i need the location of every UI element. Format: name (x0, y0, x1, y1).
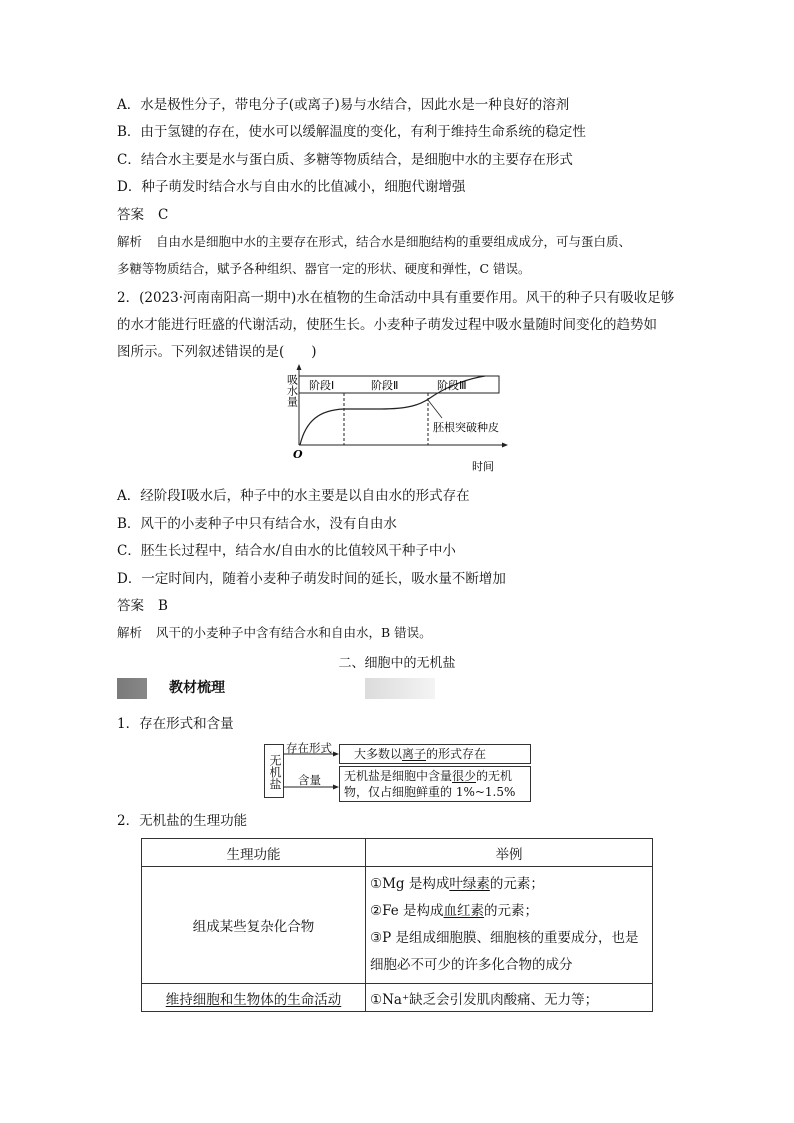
table-row (142, 984, 653, 1012)
stage2-label: 阶段Ⅱ (371, 379, 399, 392)
branch2-box: 无机盐是细胞中含量很少的无机 物，仅占细胞鲜重的 1%~1.5% (339, 766, 531, 802)
diagram-root-label: 无机盐 (268, 754, 282, 790)
row2-function: 维持细胞和生物体的生命活动 (142, 984, 366, 1012)
diagram-root-box (264, 744, 284, 798)
header-example: 举例 (366, 839, 653, 867)
section-bar (117, 678, 435, 699)
answer-label: 答案 (117, 598, 144, 614)
q1-option-c: C．结合水主要是水与蛋白质、多糖等物质结合，是细胞中水的主要存在形式 (117, 152, 573, 168)
answer-value: C (158, 207, 169, 223)
q2-analysis (117, 624, 432, 642)
q2-stem-line1: 2．(2023·河南南阳高一期中)水在植物的生命活动中具有重要作用。风干的种子只有吸收足够 (117, 290, 675, 306)
q2-option-d: D．一定时间内，随着小麦种子萌发时间的延长，吸水量不断增加 (117, 571, 506, 587)
table-row (142, 867, 653, 984)
q2-stem-line3: 图所示。下列叙述错误的是( ) (117, 344, 317, 360)
salt-function-table (141, 838, 653, 1012)
stage3-label: 阶段Ⅲ (437, 379, 467, 392)
analysis-text: 风干的小麦种子中含有结合水和自由水，B 错误。 (156, 625, 432, 640)
branch2-label: 含量 (298, 773, 321, 787)
item2-heading: 2．无机盐的生理功能 (117, 813, 248, 829)
q1-analysis-line2: 多糖等物质结合，赋予各种组织、器官一定的形状、硬度和弹性，C 错误。 (117, 261, 531, 276)
origin-label: O (293, 448, 303, 461)
q1-option-d: D．种子萌发时结合水与自由水的比值减小，细胞代谢增强 (117, 179, 466, 195)
key-term-chlorophyll: 叶绿素 (449, 876, 490, 892)
row1-function: 组成某些复杂化合物 (142, 867, 366, 984)
annotation-label: 胚根突破种皮 (433, 421, 499, 434)
analysis-label: 解析 (117, 625, 143, 640)
q1-answer (117, 206, 168, 224)
q2-option-c: C．胚生长过程中，结合水/自由水的比值较风干种子中小 (117, 543, 456, 559)
row2-example: ①Na⁺缺乏会引发肌肉酸痛、无力等； (366, 984, 653, 1012)
key-term-very-little: 很少 (452, 769, 477, 783)
section-bar-label: 教材梳理 (147, 678, 365, 699)
header-function: 生理功能 (142, 839, 366, 867)
branch1-label: 存在形式 (286, 741, 332, 755)
key-term-ions: 离子 (402, 747, 427, 761)
annotation-leader (428, 400, 442, 418)
analysis-text: 自由水是细胞中水的主要存在形式，结合水是细胞结构的重要组成成分，可与蛋白质、 (156, 234, 632, 249)
table-header-row (142, 839, 653, 867)
q1-option-a: A．水是极性分子，带电分子(或离子)易与水结合，因此水是一种良好的溶剂 (117, 97, 570, 113)
x-axis-label: 时间 (472, 460, 494, 473)
item1-heading: 1．存在形式和含量 (117, 716, 234, 732)
q2-answer (117, 597, 168, 615)
analysis-label: 解析 (117, 234, 143, 249)
answer-label: 答案 (117, 207, 144, 223)
stage1-label: 阶段Ⅰ (309, 379, 335, 392)
y-axis-label: 吸水量 (285, 374, 299, 407)
answer-value: B (158, 598, 168, 614)
section-title: 二、细胞中的无机盐 (338, 656, 456, 671)
q2-stem-line2: 的水才能进行旺盛的代谢活动，使胚生长。小麦种子萌发过程中吸水量随时间变化的趋势如 (117, 317, 657, 333)
q2-option-b: B．风干的小麦种子中只有结合水，没有自由水 (117, 516, 397, 532)
water-absorption-graph (280, 362, 510, 477)
row1-examples: ①Mg 是构成叶绿素的元素； ②Fe 是构成血红素的元素； ③P 是组成细胞膜、细胞核的重要成分，也是 细胞必不可少的许多化合物的成分 (366, 867, 653, 984)
q1-analysis-line1 (117, 233, 631, 251)
branch1-box: 大多数以离子的形式存在 (339, 744, 531, 764)
q1-option-b: B．由于氢键的存在，使水可以缓解温度的变化，有利于维持生命系统的稳定性 (117, 124, 586, 140)
key-term-heme: 血红素 (443, 903, 485, 919)
q2-option-a: A．经阶段Ⅰ吸水后，种子中的水主要是以自由水的形式存在 (117, 488, 470, 504)
